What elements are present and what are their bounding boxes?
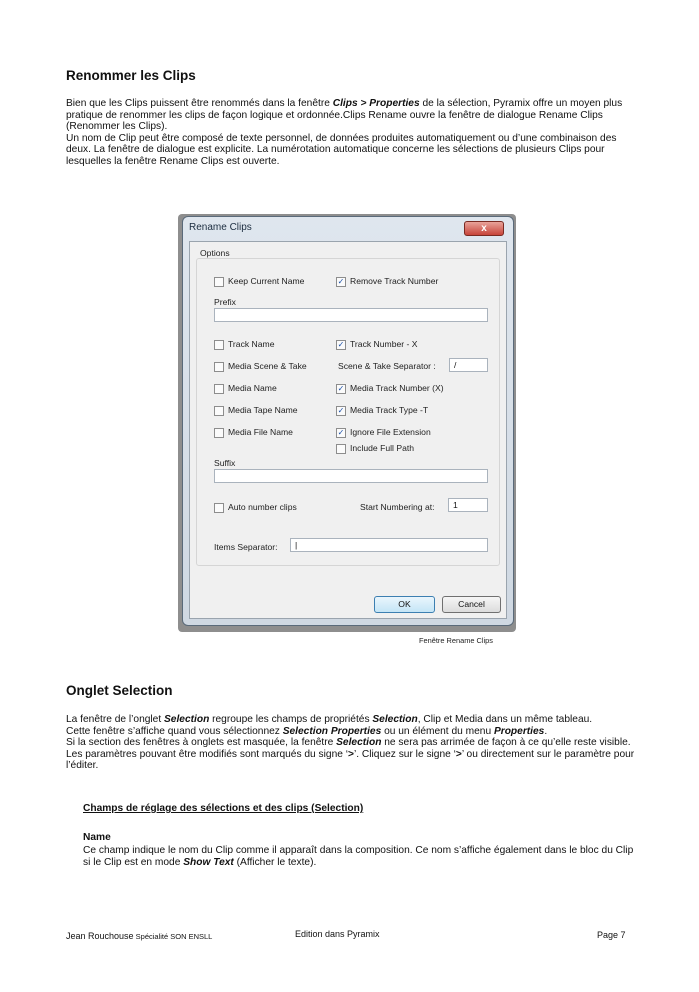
auto-number-clips-label: Auto number clips: [228, 502, 297, 512]
page-number: Page 7: [597, 930, 626, 940]
media-file-name-label: Media File Name: [228, 427, 293, 437]
ignore-file-extension-checkbox[interactable]: ✓: [337, 428, 345, 437]
scene-take-separator-input[interactable]: /: [449, 358, 488, 372]
media-tape-name-checkbox[interactable]: [214, 406, 224, 416]
menu-path-clips-properties: Clips > Properties: [332, 98, 420, 109]
start-numbering-label: Start Numbering at:: [360, 502, 435, 512]
prefix-label: Prefix: [214, 297, 236, 307]
track-name-checkbox[interactable]: [214, 340, 224, 350]
include-full-path-label: Include Full Path: [350, 443, 415, 453]
media-name-label: Media Name: [228, 383, 277, 393]
figure-caption: Fenêtre Rename Clips: [419, 636, 493, 645]
media-track-type-label: Media Track Type -T: [350, 405, 429, 415]
suffix-input[interactable]: [214, 469, 488, 483]
ignore-file-extension-label: Ignore File Extension: [350, 427, 431, 437]
section1-body: [66, 98, 634, 168]
media-scene-take-label: Media Scene & Take: [228, 361, 307, 371]
name-field-description: Ce champ indique le nom du Clip comme il apparaît dans la composition. Ce nom s’affiche également dans le bloc du Clip si le Clip est en mode Show Text (Afficher le texte).: [83, 845, 634, 868]
items-separator-input[interactable]: |: [290, 538, 488, 552]
dialog-title: Rename Clips: [189, 222, 252, 233]
media-file-name-checkbox[interactable]: [214, 428, 224, 438]
subheading-selection-fields: Champs de réglage des sélections et des clips (Selection): [83, 803, 364, 814]
track-number-x-checkbox[interactable]: ✓: [337, 340, 345, 349]
include-full-path-checkbox[interactable]: [336, 444, 346, 454]
section2-paragraph-3: Si la section des fenêtres à onglets est masquée, la fenêtre Selection ne sera pas arrimée de façon à ce qu’elle reste visible. Les paramètres pouvant être modifiés sont marqués du signe ‘>’. Cliquez sur le signe ‘>’ ou directement sur le paramètre pour l’éditer.: [66, 737, 635, 772]
options-group: [196, 258, 500, 566]
scene-take-separator-label: Scene & Take Separator :: [338, 361, 436, 371]
section2-paragraph-1: La fenêtre de l’onglet Selection regroupe les champs de propriétés Selection, Clip et Media dans un même tableau.: [66, 714, 593, 725]
section-title-onglet-selection: Onglet Selection: [66, 683, 173, 698]
media-track-number-label: Media Track Number (X): [350, 383, 444, 393]
keep-current-name-label: Keep Current Name: [228, 276, 305, 286]
cancel-button[interactable]: Cancel: [442, 596, 501, 613]
close-button[interactable]: x: [464, 221, 504, 236]
section1-paragraph-1: Bien que les Clips puissent être renommés dans la fenêtre Clips > Properties de la sélection, Pyramix offre un moyen plus pratique de renommer les clips de façon logique et ordonnée.Clips Rename ouvre la fenêtre de dialogue Rename Clips (Renommer les Clips).: [66, 98, 623, 133]
keep-current-name-checkbox[interactable]: [214, 277, 224, 287]
section2-paragraph-2: Cette fenêtre s’affiche quand vous sélectionnez Selection Properties ou un élément du menu Properties.: [66, 725, 548, 737]
media-tape-name-label: Media Tape Name: [228, 405, 298, 415]
options-group-label: Options: [200, 248, 230, 258]
auto-number-clips-checkbox[interactable]: [214, 503, 224, 513]
rename-clips-dialog: [182, 216, 514, 626]
dialog-titlebar: [183, 217, 513, 239]
start-numbering-input[interactable]: 1: [448, 498, 488, 512]
track-number-x-label: Track Number - X: [350, 339, 418, 349]
prefix-input[interactable]: [214, 308, 488, 322]
media-name-checkbox[interactable]: [214, 384, 224, 394]
name-field-title: Name: [83, 832, 111, 843]
media-track-number-checkbox[interactable]: ✓: [337, 384, 345, 393]
dialog-client-area: [189, 241, 507, 619]
media-scene-take-checkbox[interactable]: [214, 362, 224, 372]
footer-author: Jean Rouchouse Spécialité SON ENSLL: [66, 931, 213, 941]
section1-paragraph-2: Un nom de Clip peut être composé de texte personnel, de données produites automatiquement ou d’une combinaison des deux. La fenêtre de dialogue est explicite. La numérotation automatique concerne les sélections de plusieurs Clips pour lesquelles la fenêtre Rename Clips est ouverte.: [66, 132, 617, 167]
remove-track-number-checkbox[interactable]: ✓: [337, 277, 345, 286]
suffix-label: Suffix: [214, 458, 236, 468]
section-title-renommer: Renommer les Clips: [66, 68, 196, 83]
ok-button[interactable]: OK: [374, 596, 435, 613]
track-name-label: Track Name: [228, 339, 275, 349]
remove-track-number-label: Remove Track Number: [350, 276, 439, 286]
footer-title: Edition dans Pyramix: [295, 929, 380, 939]
items-separator-label: Items Separator:: [214, 542, 278, 552]
media-track-type-checkbox[interactable]: ✓: [337, 406, 345, 415]
section2-body: [66, 714, 636, 772]
